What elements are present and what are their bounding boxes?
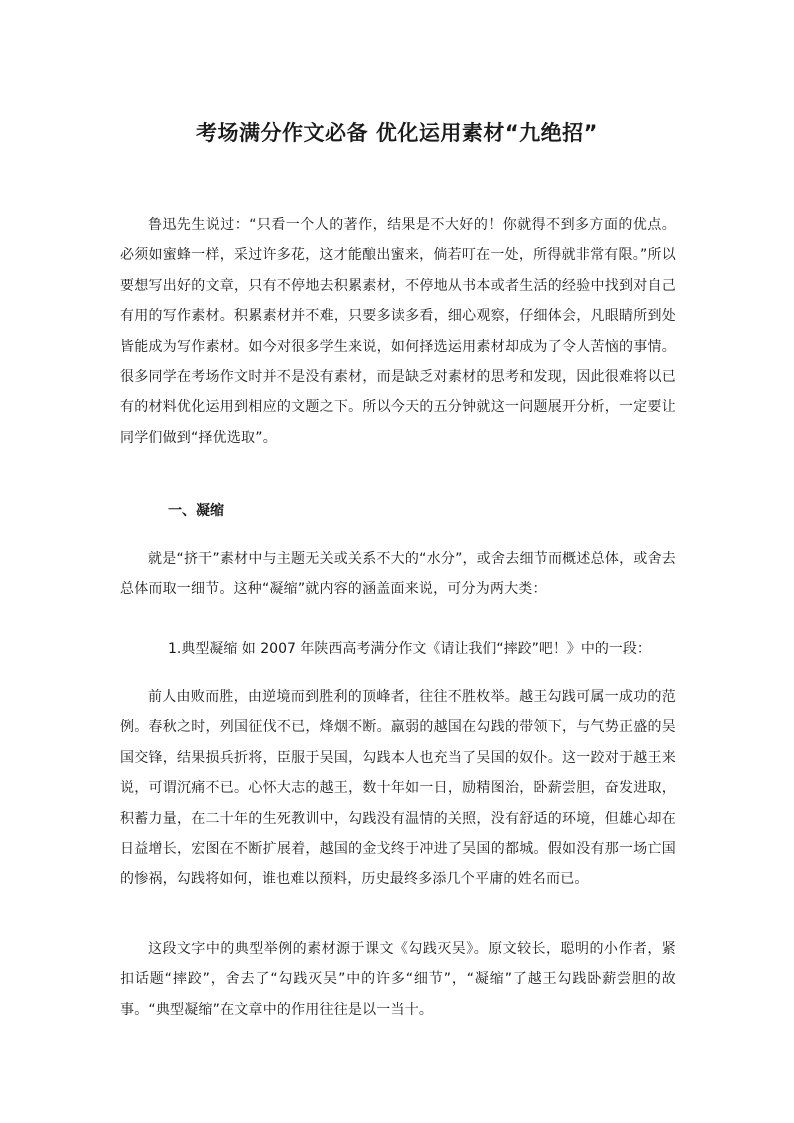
section-heading-condense: 一、凝缩 (168, 503, 224, 519)
intro-paragraph: 鲁迅先生说过：“只看一个人的著作，结果是不大好的！你就得不到多方面的优点。必须如蜜蜂一样，采过许多花，这才能酿出蜜来，倘若叮在一处，所得就非常有限。”所以要想写出好的文章，只有不停地去积累素材，不停地从书本或者生活的经验中找到对自己有用的写作素材。积累素材并不难，只要多读多看，细心观察，仔细体会，凡眼睛所到处皆能成为写作素材。如今对很多学生来说，如何择选运用素材却成为了令人苦恼的事情。很多同学在考场作文时并不是没有素材，而是缺乏对素材的思考和发现，因此很难将以已有的材料优化运用到相应的文题之下。所以今天的五分钟就这一问题展开分析，一定要让同学们做到“择优选取”。 (120, 217, 676, 446)
analysis-paragraph: 这段文字中的典型举例的素材源于课文《勾践灭吴》。原文较长，聪明的小作者，紧扣话题“摔跤”，舍去了“勾践灭吴”中的许多“细节”，“凝缩”了越王勾践卧薪尝胆的故事。“典型凝缩”在文章中的作用往往是以一当十。 (120, 941, 676, 1018)
subsection-heading-typical-condense: 1.典型凝缩 如 2007 年陕西高考满分作文《请让我们“摔跤”吧！》中的一段： (168, 641, 651, 657)
section-paragraph: 就是“挤干”素材中与主题无关或关系不大的“水分”，或舍去细节而概述总体，或舍去总体而取一细节。这种“凝缩”就内容的涵盖面来说，可分为两大类： (120, 551, 676, 598)
excerpt-paragraph: 前人由败而胜，由逆境而到胜利的顶峰者，往往不胜枚举。越王勾践可属一成功的范例。春秋之时，列国征伐不已，烽烟不断。羸弱的越国在勾践的带领下，与气势正盛的吴国交锋，结果损兵折将，臣服于吴国，勾践本人也充当了吴国的奴仆。这一跤对于越王来说，可谓沉痛不已。心怀大志的越王，数十年如一日，励精图治，卧薪尝胆，奋发进取，积蓄力量，在二十年的生死教训中，勾践没有温情的关照，没有舒适的环境，但雄心却在日益增长，宏图在不断扩展着，越国的金戈终于冲进了吴国的都城。假如没有那一场亡国的惨祸，勾践将如何，谁也难以预料，历史最终多添几个平庸的姓名而已。 (120, 689, 676, 888)
page-title: 考场满分作文必备 优化运用素材“九绝招” (196, 121, 598, 146)
